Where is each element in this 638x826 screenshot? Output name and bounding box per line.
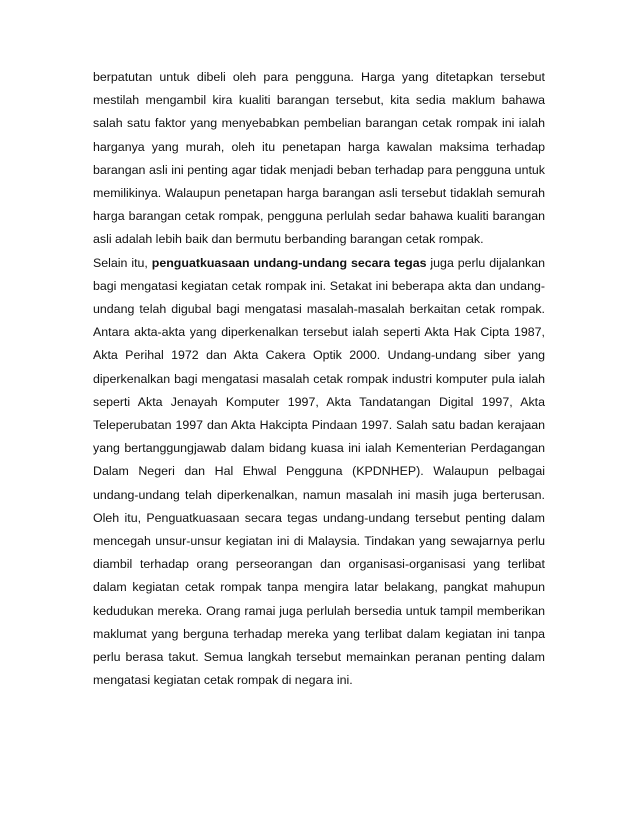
paragraph-2-lead: Selain itu, xyxy=(93,255,152,270)
paragraph-2 xyxy=(93,252,545,693)
paragraph-1: berpatutan untuk dibeli oleh para pengguna. Harga yang ditetapkan tersebut mestilah mengambil kira kualiti barangan tersebut, kita sedia maklum bahawa salah satu faktor yang menyebabkan pembelian barangan cetak rompak ini ialah harganya yang murah, oleh itu penetapan harga kawalan maksima terhadap barangan asli ini penting agar tidak menjadi beban terhadap para pengguna untuk memilikinya. Walaupun penetapan harga barangan asli tersebut tidaklah semurah harga barangan cetak rompak, pengguna perlulah sedar bahawa kualiti barangan asli adalah lebih baik dan bermutu berbanding barangan cetak rompak. xyxy=(93,70,545,247)
document-page xyxy=(93,66,545,692)
paragraph-2-rest: juga perlu dijalankan bagi mengatasi kegiatan cetak rompak ini. Setakat ini beberapa akta dan undang-undang telah digubal bagi mengatasi masalah-masalah berkaitan cetak rompak. Antara akta-akta yang diperkenalkan tersebut ialah seperti Akta Hak Cipta 1987, Akta Perihal 1972 dan Akta Cakera Optik 2000. Undang-undang siber yang diperkenalkan bagi mengatasi masalah cetak rompak industri komputer pula ialah seperti Akta Jenayah Komputer 1997, Akta Tandatangan Digital 1997, Akta Teleperubatan 1997 dan Akta Hakcipta Pindaan 1997. Salah satu badan kerajaan yang bertanggungjawab dalam bidang kuasa ini ialah Kementerian Perdagangan Dalam Negeri dan Hal Ehwal Pengguna (KPDNHEP). Walaupun pelbagai undang-undang telah diperkenalkan, namun masalah ini masih juga berterusan. Oleh itu, Penguatkuasaan secara tegas undang-undang tersebut penting dalam mencegah unsur-unsur kegiatan ini di Malaysia. Tindakan yang sewajarnya perlu diambil terhadap orang perseorangan dan organisasi-organisasi yang terlibat dalam kegiatan cetak rompak tanpa mengira latar belakang, pangkat mahupun kedudukan mereka. Orang ramai juga perlulah bersedia untuk tampil memberikan maklumat yang berguna terhadap mereka yang terlibat dalam kegiatan ini tanpa perlu berasa takut. Semua langkah tersebut memainkan peranan penting dalam mengatasi kegiatan cetak rompak di negara ini. xyxy=(93,255,545,688)
paragraph-2-bold-phrase: penguatkuasaan undang-undang secara tegas xyxy=(151,255,427,270)
